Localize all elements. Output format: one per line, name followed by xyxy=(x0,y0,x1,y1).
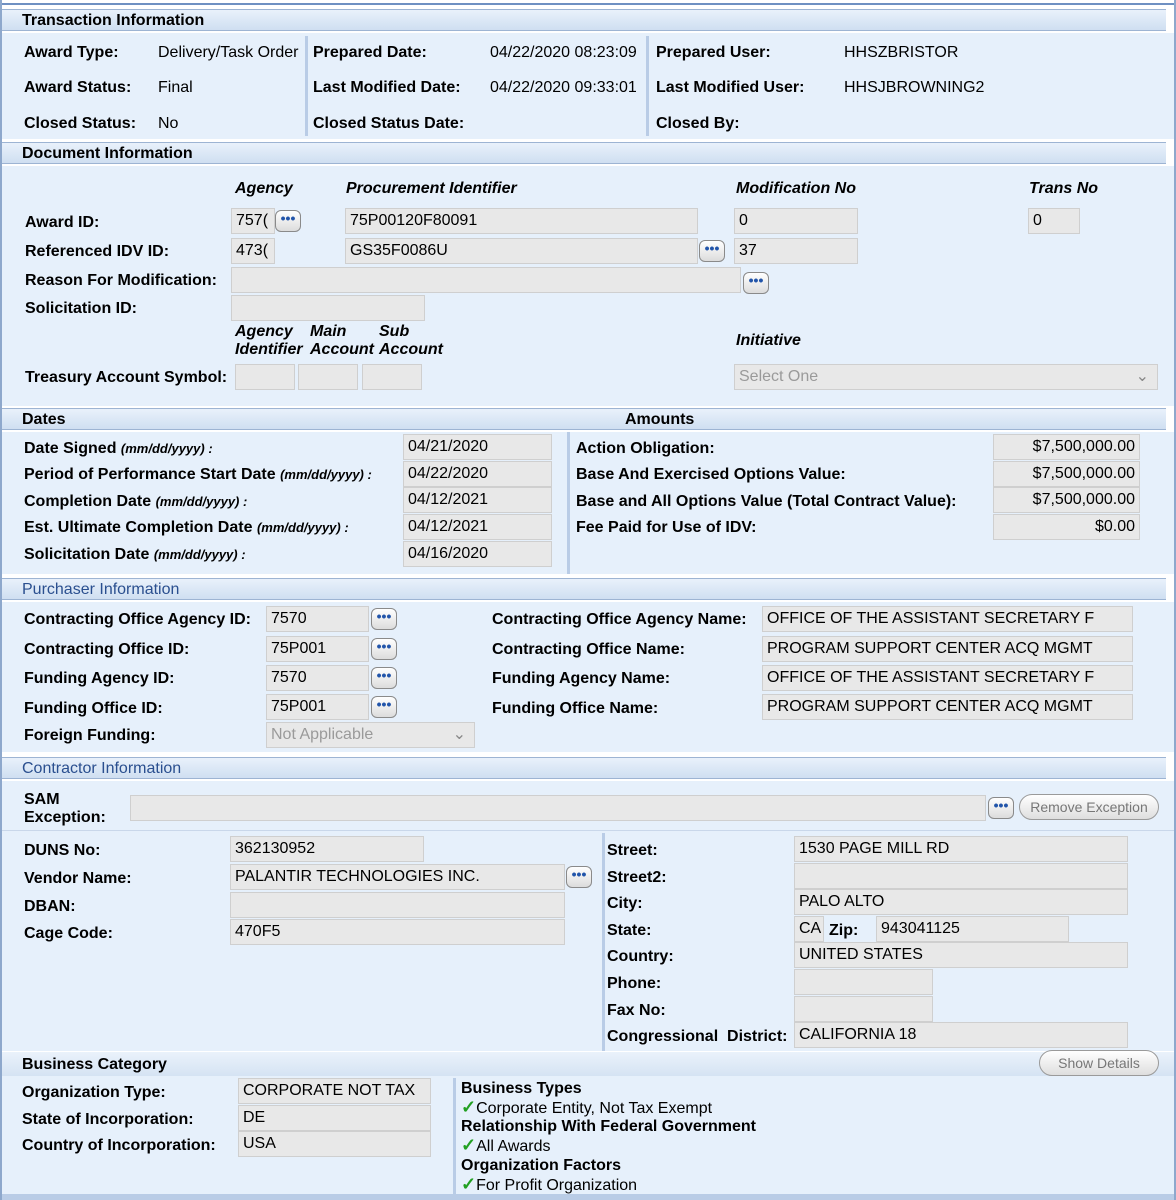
award-id-procurement-field[interactable]: 75P00120F80091 xyxy=(345,208,698,234)
chevron-down-icon: ⌄ xyxy=(1135,368,1149,385)
action-obligation-field[interactable]: $7,500,000.00 xyxy=(993,434,1140,460)
sam-exception-lookup-button[interactable]: ••• xyxy=(988,797,1014,819)
section-business-header: Business Category xyxy=(22,1056,167,1073)
zip-label: Zip: xyxy=(829,922,859,939)
country-of-incorporation-label: Country of Incorporation: xyxy=(22,1137,216,1154)
initiative-select[interactable]: Select One ⌄ xyxy=(734,364,1158,390)
award-id-modification-field[interactable]: 0 xyxy=(734,208,858,234)
fax-label: Fax No: xyxy=(607,1002,666,1019)
completion-date-field[interactable]: 04/12/2021 xyxy=(403,487,552,513)
est-completion-label: Est. Ultimate Completion Date (mm/dd/yyyy) : xyxy=(24,519,349,536)
section-contractor-header: Contractor Information xyxy=(2,757,1166,779)
col-trans-no: Trans No xyxy=(1029,180,1099,197)
completion-date-label: Completion Date (mm/dd/yyyy) : xyxy=(24,493,248,510)
last-modified-user-label: Last Modified User: xyxy=(656,79,805,96)
last-modified-date-label: Last Modified Date: xyxy=(313,79,461,96)
state-of-incorporation-label: State of Incorporation: xyxy=(22,1111,194,1128)
award-status-value: Final xyxy=(158,79,193,96)
date-signed-field[interactable]: 04/21/2020 xyxy=(403,434,552,460)
sam-exception-label: Exception: xyxy=(24,809,106,826)
solicitation-id-field[interactable] xyxy=(231,295,425,321)
section-dates-header: Dates Amounts xyxy=(2,408,1166,430)
chevron-down-icon: ⌄ xyxy=(452,726,466,743)
period-start-field[interactable]: 04/22/2020 xyxy=(403,461,552,487)
co-agency-id-field[interactable]: 7570 xyxy=(266,606,369,632)
relationship-item: All Awards xyxy=(476,1138,551,1155)
section-transaction-header: Transaction Information xyxy=(2,9,1166,31)
bottom-edge xyxy=(2,1194,1174,1200)
city-label: City: xyxy=(607,895,643,912)
prepared-user-label: Prepared User: xyxy=(656,44,771,61)
section-amounts-header: Amounts xyxy=(625,411,695,428)
closed-status-label: Closed Status: xyxy=(24,115,137,132)
solicitation-id-label: Solicitation ID: xyxy=(25,300,137,317)
co-agency-id-label: Contracting Office Agency ID: xyxy=(24,611,251,628)
check-icon: ✓ xyxy=(461,1097,477,1117)
business-type-item: Corporate Entity, Not Tax Exempt xyxy=(476,1100,713,1117)
city-field[interactable]: PALO ALTO xyxy=(794,889,1128,915)
award-type-value: Delivery/Task Order xyxy=(158,44,299,61)
section-purchaser-header: Purchaser Information xyxy=(2,578,1166,600)
divider xyxy=(567,432,570,574)
funding-agency-id-label: Funding Agency ID: xyxy=(24,670,175,687)
award-id-label: Award ID: xyxy=(25,214,100,231)
dban-field[interactable] xyxy=(230,892,565,918)
congressional-district-label: Congressional District: xyxy=(607,1028,788,1045)
vendor-name-label: Vendor Name: xyxy=(24,870,132,887)
phone-label: Phone: xyxy=(607,975,662,992)
reason-for-modification-field[interactable] xyxy=(231,267,741,293)
state-field[interactable]: CA xyxy=(794,916,824,942)
tas-sub-account-field[interactable] xyxy=(362,364,422,390)
referenced-idv-procurement-field[interactable]: GS35F0086U xyxy=(345,238,698,264)
referenced-idv-agency-field[interactable]: 473( xyxy=(231,238,275,264)
treasury-account-symbol-label: Treasury Account Symbol: xyxy=(25,369,228,386)
base-all-options-label: Base and All Options Value (Total Contract Value): xyxy=(576,493,957,510)
prepared-date-value: 04/22/2020 08:23:09 xyxy=(490,44,637,61)
relationship-heading: Relationship With Federal Government xyxy=(461,1118,757,1135)
foreign-funding-select[interactable]: Not Applicable ⌄ xyxy=(266,722,475,748)
initiative-label: Initiative xyxy=(736,332,801,349)
co-id-label: Contracting Office ID: xyxy=(24,641,190,658)
street-field[interactable]: 1530 PAGE MILL RD xyxy=(794,836,1128,862)
reason-lookup-button[interactable]: ••• xyxy=(743,272,769,294)
vendor-name-field[interactable]: PALANTIR TECHNOLOGIES INC. xyxy=(230,864,565,890)
duns-field[interactable]: 362130952 xyxy=(230,836,424,862)
funding-agency-name-label: Funding Agency Name: xyxy=(492,670,671,687)
divider xyxy=(2,830,1174,831)
award-id-agency-field[interactable]: 757( xyxy=(231,208,275,234)
solicitation-date-label: Solicitation Date (mm/dd/yyyy) : xyxy=(24,546,246,563)
business-types-heading: Business Types xyxy=(461,1080,582,1097)
fax-field[interactable] xyxy=(794,996,933,1022)
country-label: Country: xyxy=(607,948,674,965)
co-id-lookup-button[interactable]: ••• xyxy=(371,638,397,660)
tas-col-identifier: Identifier xyxy=(235,341,303,358)
organization-type-label: Organization Type: xyxy=(22,1084,166,1101)
closed-status-value: No xyxy=(158,115,179,132)
prepared-date-label: Prepared Date: xyxy=(313,44,427,61)
closed-by-label: Closed By: xyxy=(656,115,740,132)
sam-exception-field[interactable] xyxy=(130,795,986,821)
co-name-field[interactable]: PROGRAM SUPPORT CENTER ACQ MGMT xyxy=(762,636,1133,662)
remove-exception-button[interactable]: Remove Exception xyxy=(1019,794,1159,820)
organization-type-field[interactable]: CORPORATE NOT TAX xyxy=(238,1078,431,1104)
country-field[interactable]: UNITED STATES xyxy=(794,942,1128,968)
duns-label: DUNS No: xyxy=(24,842,101,859)
tas-col-agency: Agency xyxy=(235,323,293,340)
divider xyxy=(305,36,308,136)
street-label: Street: xyxy=(607,842,658,859)
tas-col-main: Main xyxy=(310,323,347,340)
cage-code-field[interactable]: 470F5 xyxy=(230,919,565,945)
funding-agency-name-field[interactable]: OFFICE OF THE ASSISTANT SECRETARY F xyxy=(762,665,1133,691)
referenced-idv-lookup-button[interactable]: ••• xyxy=(699,240,725,262)
state-of-incorporation-field[interactable]: DE xyxy=(238,1105,431,1131)
last-modified-user-value: HHSJBROWNING2 xyxy=(844,79,985,96)
col-modification-no: Modification No xyxy=(736,180,856,197)
check-icon: ✓ xyxy=(461,1174,477,1194)
divider xyxy=(646,36,649,136)
street2-field[interactable] xyxy=(794,863,1128,889)
date-signed-label: Date Signed (mm/dd/yyyy) : xyxy=(24,440,213,457)
base-exercised-label: Base And Exercised Options Value: xyxy=(576,466,846,483)
business-header-band xyxy=(2,1052,1174,1076)
section-document-header: Document Information xyxy=(2,142,1166,164)
solicitation-date-field[interactable]: 04/16/2020 xyxy=(403,541,552,567)
award-type-label: Award Type: xyxy=(24,44,119,61)
zip-field[interactable]: 943041125 xyxy=(876,916,1069,942)
est-completion-field[interactable]: 04/12/2021 xyxy=(403,514,552,540)
funding-office-id-label: Funding Office ID: xyxy=(24,700,163,717)
funding-office-id-lookup-button[interactable]: ••• xyxy=(371,696,397,718)
tas-main-account-field[interactable] xyxy=(298,364,358,390)
award-id-trans-field[interactable]: 0 xyxy=(1028,208,1080,234)
base-exercised-field[interactable]: $7,500,000.00 xyxy=(993,461,1140,487)
funding-office-name-field[interactable]: PROGRAM SUPPORT CENTER ACQ MGMT xyxy=(762,694,1133,720)
reason-for-modification-label: Reason For Modification: xyxy=(25,272,217,289)
co-agency-name-label: Contracting Office Agency Name: xyxy=(492,611,747,628)
co-name-label: Contracting Office Name: xyxy=(492,641,685,658)
organization-factor-item: For Profit Organization xyxy=(476,1177,638,1194)
funding-office-id-field[interactable]: 75P001 xyxy=(266,694,369,720)
co-id-field[interactable]: 75P001 xyxy=(266,636,369,662)
phone-field[interactable] xyxy=(794,969,933,995)
tas-col-sub-account: Account xyxy=(379,341,443,358)
divider xyxy=(453,1078,456,1194)
fee-paid-field[interactable]: $0.00 xyxy=(993,514,1140,540)
fee-paid-label: Fee Paid for Use of IDV: xyxy=(576,519,757,536)
funding-agency-id-field[interactable]: 7570 xyxy=(266,665,369,691)
tas-col-sub: Sub xyxy=(379,323,410,340)
top-edge xyxy=(2,0,1174,5)
period-start-label: Period of Performance Start Date (mm/dd/yyyy) : xyxy=(24,466,372,483)
co-agency-name-field[interactable]: OFFICE OF THE ASSISTANT SECRETARY F xyxy=(762,606,1133,632)
dban-label: DBAN: xyxy=(24,898,76,915)
col-procurement-identifier: Procurement Identifier xyxy=(346,180,517,197)
last-modified-date-value: 04/22/2020 09:33:01 xyxy=(490,79,637,96)
check-icon: ✓ xyxy=(461,1135,477,1155)
tas-agency-identifier-field[interactable] xyxy=(235,364,295,390)
show-details-button[interactable]: Show Details xyxy=(1039,1050,1159,1076)
divider xyxy=(602,833,605,1051)
closed-status-date-label: Closed Status Date: xyxy=(313,115,465,132)
congressional-district-field[interactable]: CALIFORNIA 18 xyxy=(794,1022,1128,1048)
sam-label: SAM xyxy=(24,791,60,808)
organization-factors-heading: Organization Factors xyxy=(461,1157,622,1174)
base-all-options-field[interactable]: $7,500,000.00 xyxy=(993,487,1140,513)
foreign-funding-label: Foreign Funding: xyxy=(24,727,156,744)
award-id-lookup-button[interactable]: ••• xyxy=(275,210,301,232)
vendor-lookup-button[interactable]: ••• xyxy=(566,866,592,888)
referenced-idv-label: Referenced IDV ID: xyxy=(25,243,170,260)
col-agency: Agency xyxy=(235,180,293,197)
funding-office-name-label: Funding Office Name: xyxy=(492,700,659,717)
funding-agency-id-lookup-button[interactable]: ••• xyxy=(371,667,397,689)
referenced-idv-modification-field[interactable]: 37 xyxy=(734,238,858,264)
state-label: State: xyxy=(607,922,652,939)
country-of-incorporation-field[interactable]: USA xyxy=(238,1131,431,1157)
cage-code-label: Cage Code: xyxy=(24,925,113,942)
tas-col-main-account: Account xyxy=(310,341,374,358)
street2-label: Street2: xyxy=(607,869,667,886)
action-obligation-label: Action Obligation: xyxy=(576,440,715,457)
co-agency-id-lookup-button[interactable]: ••• xyxy=(371,608,397,630)
prepared-user-value: HHSZBRISTOR xyxy=(844,44,959,61)
award-status-label: Award Status: xyxy=(24,79,132,96)
